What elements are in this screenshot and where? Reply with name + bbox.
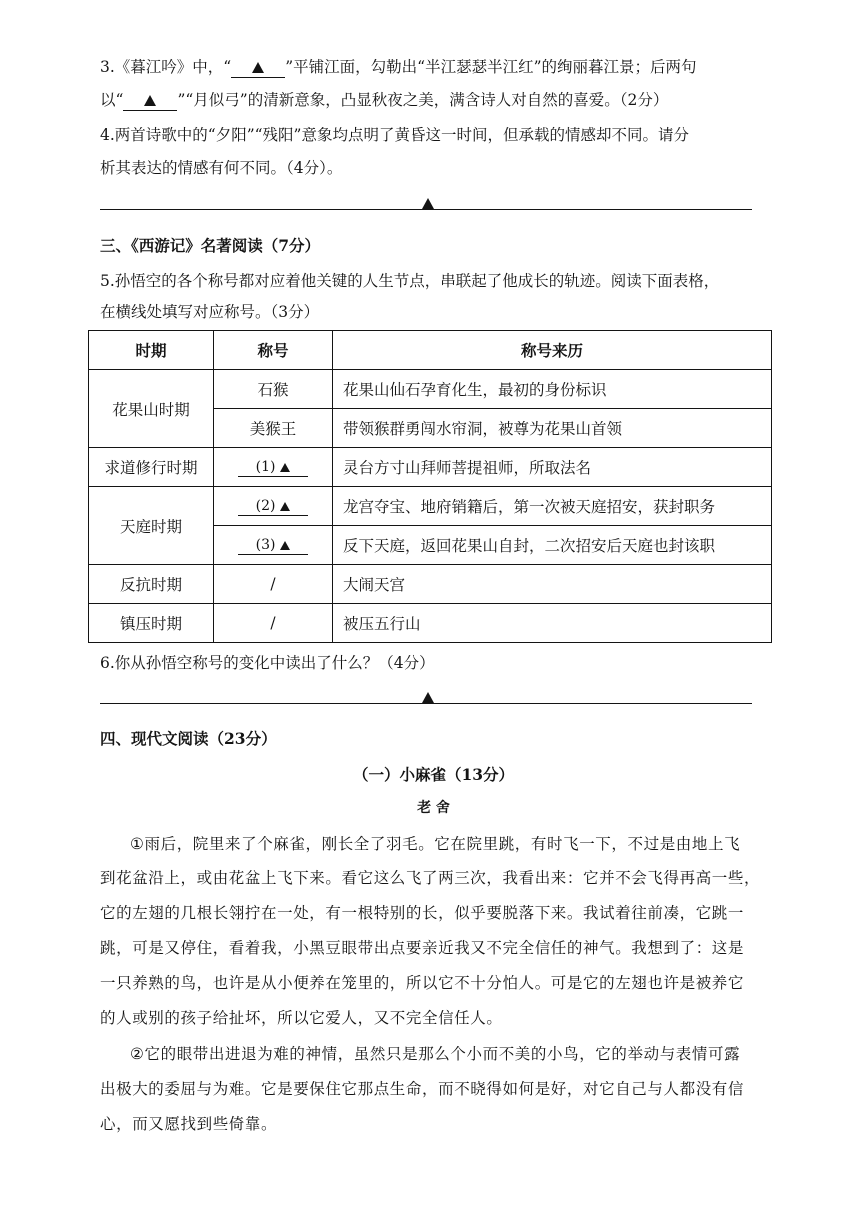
triangle-icon <box>280 541 290 550</box>
paragraph-line: 的人或别的孩子给扯坏，所以它爱人，又不完全信任人。 <box>100 1009 503 1027</box>
paragraph-line: 出极大的委屈与为难。它是要保住它那点生命，而不晓得如何是好，对它自己与人都没有信 <box>100 1080 745 1098</box>
origin-cell: 花果山仙石孕育化生，最初的身份标识 <box>333 370 772 409</box>
paragraph-line: 它的左翅的几根长翎拧在一处，有一根特别的长，似乎要脱落下来。我试着往前凑，它跳一 <box>100 904 745 922</box>
table-header: 称号 <box>214 331 333 370</box>
answer-blank-2[interactable] <box>123 92 177 111</box>
triangle-icon <box>280 463 290 472</box>
period-cell: 求道修行时期 <box>89 448 214 487</box>
passage-title: （一）小麻雀（13分） <box>352 765 515 784</box>
q3-line1 <box>100 56 780 78</box>
table-row <box>89 604 772 643</box>
q5-line2: 在横线处填写对应称号。（3分） <box>100 303 320 321</box>
answer-blank-table-3[interactable]: (3) <box>238 535 308 555</box>
table-header: 称号来历 <box>333 331 772 370</box>
title-table <box>88 330 772 643</box>
title-cell: / <box>214 565 333 604</box>
answer-blank-table-2[interactable]: (2) <box>238 496 308 516</box>
origin-cell: 被压五行山 <box>333 604 772 643</box>
q3-line2 <box>100 89 780 111</box>
title-cell: / <box>214 604 333 643</box>
triangle-icon <box>422 692 434 703</box>
origin-cell: 龙宫夺宝、地府销籍后，第一次被天庭招安，获封职务 <box>333 487 772 526</box>
q3-text-d: ”“月似弓”的清新意象，凸显秋夜之美，满含诗人对自然的喜爱。（2分） <box>177 91 669 109</box>
table-row <box>89 487 772 526</box>
table-row <box>89 370 772 409</box>
title-cell: 石猴 <box>214 370 333 409</box>
q4-line1: 4.两首诗歌中的“夕阳”“残阳”意象均点明了黄昏这一时间，但承载的情感却不同。请分 <box>100 126 689 144</box>
q3-text-c: 以“ <box>100 91 124 109</box>
paragraph-line: 跳，可是又停住，看着我，小黑豆眼带出点要亲近我又不完全信任的神气。我想到了：这是 <box>100 939 745 957</box>
period-cell: 镇压时期 <box>89 604 214 643</box>
q3-text-b: ”平铺江面，勾勒出“半江瑟瑟半江红”的绚丽暮江景；后两句 <box>285 58 697 76</box>
paragraph-line: ②它的眼带出进退为难的神情，虽然只是那么个小而不美的小鸟，它的举动与表情可露 <box>130 1045 741 1063</box>
passage-author: 老 舍 <box>417 800 450 816</box>
q5-line1: 5.孙悟空的各个称号都对应着他关键的人生节点，串联起了他成长的轨迹。阅读下面表格， <box>100 272 720 290</box>
triangle-icon <box>144 95 156 106</box>
answer-blank-table-1[interactable]: (1) <box>238 457 308 477</box>
paragraph-line: ①雨后，院里来了个麻雀，刚长全了羽毛。它在院里跳，有时飞一下，不过是由地上飞 <box>130 835 741 853</box>
period-cell: 天庭时期 <box>89 487 214 565</box>
answer-line[interactable] <box>100 703 752 704</box>
paragraph-line: 到花盆沿上，或由花盆上飞下来。看它这么飞了两三次，我看出来：它并不会飞得再高一些， <box>100 869 761 887</box>
section-heading: 三、《西游记》名著阅读（7分） <box>100 236 321 255</box>
table-row <box>89 565 772 604</box>
period-cell: 花果山时期 <box>89 370 214 448</box>
triangle-icon <box>422 198 434 209</box>
title-blank-cell[interactable] <box>214 448 333 487</box>
origin-cell: 灵台方寸山拜师菩提祖师，所取法名 <box>333 448 772 487</box>
origin-cell: 大闹天宫 <box>333 565 772 604</box>
triangle-icon <box>252 62 264 73</box>
paragraph-line: 一只养熟的鸟，也许是从小便养在笼里的，所以它不十分怕人。可是它的左翅也许是被养它 <box>100 974 745 992</box>
paragraph-line: 心，而又愿找到些倚靠。 <box>100 1115 278 1133</box>
q6-line: 6.你从孙悟空称号的变化中读出了什么？（4分） <box>100 654 435 672</box>
section-heading: 四、现代文阅读（23分） <box>100 729 277 748</box>
title-cell: 美猴王 <box>214 409 333 448</box>
title-blank-cell[interactable] <box>214 487 333 526</box>
table-header: 时期 <box>89 331 214 370</box>
title-blank-cell[interactable] <box>214 526 333 565</box>
origin-cell: 反下天庭，返回花果山自封，二次招安后天庭也封该职 <box>333 526 772 565</box>
period-cell: 反抗时期 <box>89 565 214 604</box>
table-row <box>89 448 772 487</box>
answer-blank-1[interactable] <box>231 59 285 78</box>
origin-cell: 带领猴群勇闯水帘洞，被尊为花果山首领 <box>333 409 772 448</box>
triangle-icon <box>280 502 290 511</box>
table-header-row <box>89 331 772 370</box>
q4-line2: 析其表达的情感有何不同。（4分）。 <box>100 159 343 177</box>
q3-text-a: 3.《暮江吟》中，“ <box>100 58 232 76</box>
answer-line[interactable] <box>100 209 752 210</box>
